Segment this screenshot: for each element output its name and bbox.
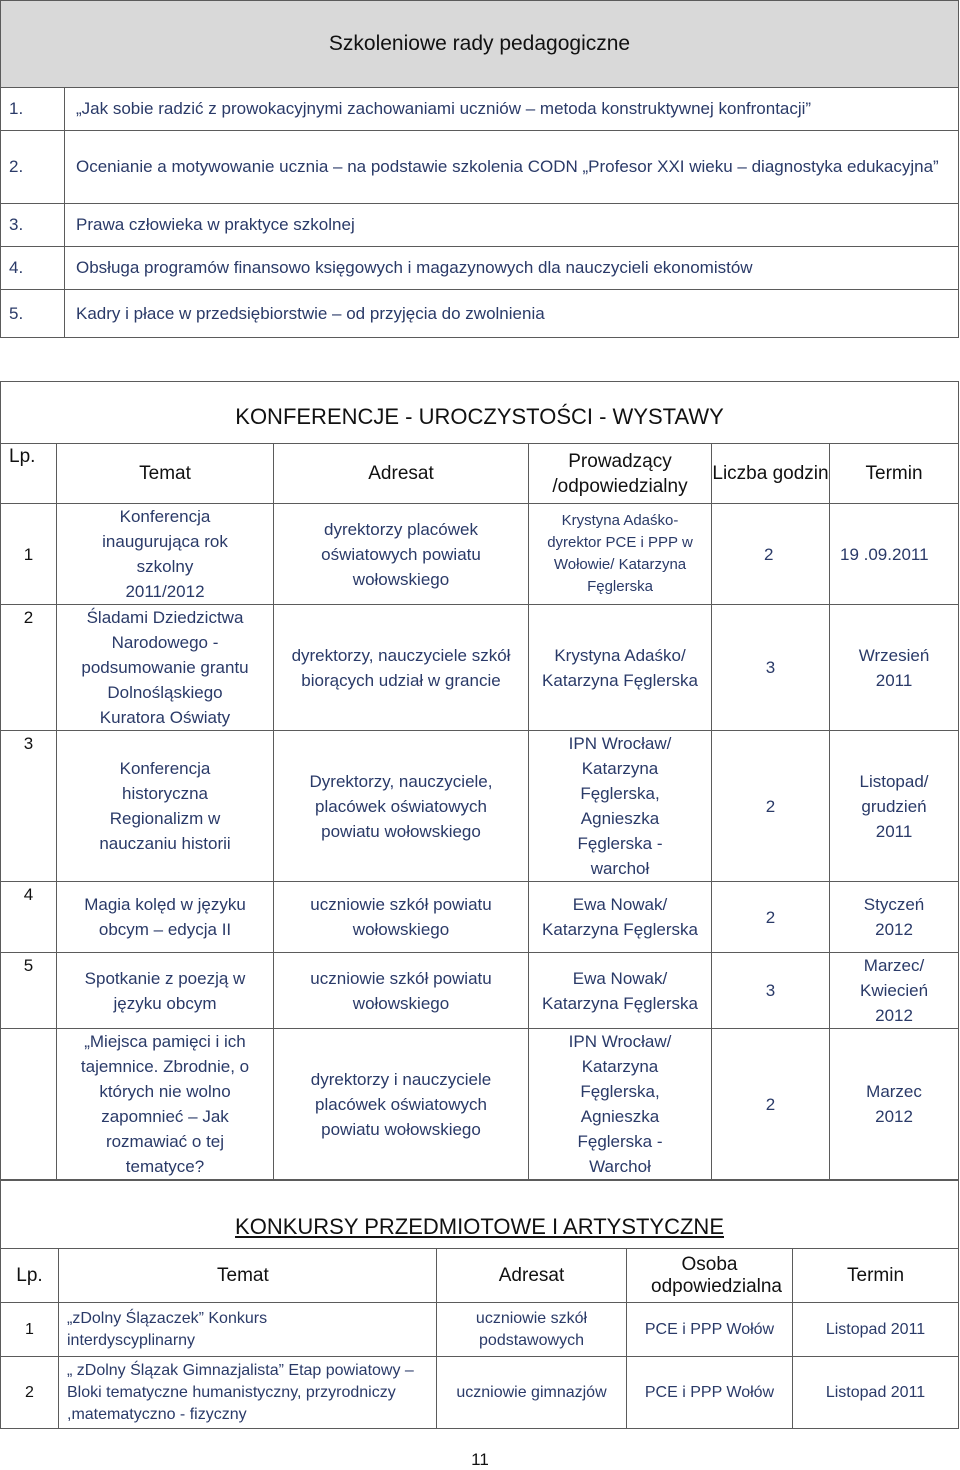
- row-adresat: uczniowie gimnazjów: [437, 1357, 627, 1429]
- row-temat: Spotkanie z poezją w języku obcym: [57, 953, 274, 1029]
- item-text: Ocenianie a motywowanie ucznia – na podstawie szkolenia CODN „Profesor XXI wieku – diagnostyka edukacyjna”: [65, 131, 959, 204]
- row-osoba: PCE i PPP Wołów: [627, 1303, 793, 1357]
- row-liczba: 3: [712, 605, 830, 731]
- list-item: [1, 290, 959, 338]
- row-temat: Konferencja historyczna Regionalizm w nauczaniu historii: [57, 731, 274, 882]
- table-row: [1, 1029, 959, 1180]
- row-termin: 19 .09.2011: [830, 504, 959, 605]
- list-item: [1, 88, 959, 131]
- row-temat: Konferencja inaugurująca rok szkolny 2011/2012: [57, 504, 274, 605]
- row-termin: Styczeń 2012: [830, 882, 959, 953]
- col-header-liczba: Liczba godzin: [712, 444, 830, 504]
- row-osoba: PCE i PPP Wołów: [627, 1357, 793, 1429]
- row-adresat: uczniowie szkół powiatu wołowskiego: [274, 882, 529, 953]
- row-termin: Listopad 2011: [793, 1303, 959, 1357]
- row-temat: Śladami Dziedzictwa Narodowego - podsumowanie grantu Dolnośląskiego Kuratora Oświaty: [57, 605, 274, 731]
- row-lp: 4: [1, 882, 57, 953]
- row-temat: „Miejsca pamięci i ich tajemnice. Zbrodnie, o których nie wolno zapomnieć – Jak rozmawiać o tej tematyce?: [57, 1029, 274, 1180]
- item-text: Obsługa programów finansowo księgowych i magazynowych dla nauczycieli ekonomistów: [65, 247, 959, 290]
- row-termin: Marzec/ Kwiecień 2012: [830, 953, 959, 1029]
- row-prowadzacy: IPN Wrocław/ Katarzyna Fęglerska, Agnieszka Fęglerska - Warchoł: [529, 1029, 712, 1180]
- row-lp: 1: [1, 504, 57, 605]
- row-temat: „ zDolny Ślązak Gimnazjalista” Etap powiatowy – Bloki tematyczne humanistyczny, przyrodniczy ,matematyczno - fizyczny: [59, 1357, 437, 1429]
- list-item: [1, 247, 959, 290]
- list-item: [1, 204, 959, 247]
- row-liczba: 2: [712, 731, 830, 882]
- row-lp: [1, 1029, 57, 1180]
- table-row: [1, 1303, 959, 1357]
- row-prowadzacy: IPN Wrocław/ Katarzyna Fęglerska, Agnieszka Fęglerska - warchoł: [529, 731, 712, 882]
- konkursy-title: KONKURSY PRZEDMIOTOWE I ARTYSTYCZNE: [1, 1181, 959, 1249]
- item-text: Prawa człowieka w praktyce szkolnej: [65, 204, 959, 247]
- table-row: [1, 1357, 959, 1429]
- konferencje-table: [0, 381, 959, 1180]
- row-termin: Marzec 2012: [830, 1029, 959, 1180]
- row-liczba: 2: [712, 504, 830, 605]
- row-lp: 3: [1, 731, 57, 882]
- col-header-termin: Termin: [830, 444, 959, 504]
- row-prowadzacy: Krystyna Adaśko/ Katarzyna Fęglerska: [529, 605, 712, 731]
- row-adresat: uczniowie szkół podstawowych: [437, 1303, 627, 1357]
- row-adresat: Dyrektorzy, nauczyciele, placówek oświatowych powiatu wołowskiego: [274, 731, 529, 882]
- row-prowadzacy: Krystyna Adaśko- dyrektor PCE i PPP w Wołowie/ Katarzyna Fęglerska: [529, 504, 712, 605]
- col-header-temat: Temat: [59, 1249, 437, 1303]
- row-lp: 5: [1, 953, 57, 1029]
- konferencje-title: KONFERENCJE - UROCZYSTOŚCI - WYSTAWY: [1, 382, 959, 444]
- col-header-lp: Lp.: [1, 444, 57, 504]
- row-liczba: 3: [712, 953, 830, 1029]
- row-adresat: dyrektorzy, nauczyciele szkół biorących udział w grancie: [274, 605, 529, 731]
- col-header-prowadzacy: Prowadzący /odpowiedzialny: [529, 444, 712, 504]
- col-header-lp: Lp.: [1, 1249, 59, 1303]
- item-text: „Jak sobie radzić z prowokacyjnymi zachowaniami uczniów – metoda konstruktywnej konfrontacji”: [65, 88, 959, 131]
- list-item: [1, 131, 959, 204]
- row-prowadzacy: Ewa Nowak/ Katarzyna Fęglerska: [529, 882, 712, 953]
- page-number: 11: [471, 1450, 489, 1469]
- item-text: Kadry i płace w przedsiębiorstwie – od przyjęcia do zwolnienia: [65, 290, 959, 338]
- row-termin: Listopad 2011: [793, 1357, 959, 1429]
- col-header-osoba: Osoba odpowiedzialna: [627, 1249, 793, 1303]
- col-header-temat: Temat: [57, 444, 274, 504]
- rady-table: [0, 0, 959, 338]
- row-temat: Magia kolęd w języku obcym – edycja II: [57, 882, 274, 953]
- table-row: [1, 882, 959, 953]
- table-row: [1, 731, 959, 882]
- row-adresat: dyrektorzy i nauczyciele placówek oświatowych powiatu wołowskiego: [274, 1029, 529, 1180]
- row-liczba: 2: [712, 1029, 830, 1180]
- row-adresat: uczniowie szkół powiatu wołowskiego: [274, 953, 529, 1029]
- konkursy-table: [0, 1180, 959, 1429]
- item-number: 3.: [1, 204, 65, 247]
- item-number: 2.: [1, 131, 65, 204]
- row-lp: 1: [1, 1303, 59, 1357]
- row-adresat: dyrektorzy placówek oświatowych powiatu wołowskiego: [274, 504, 529, 605]
- row-prowadzacy: Ewa Nowak/ Katarzyna Fęglerska: [529, 953, 712, 1029]
- table-row: [1, 504, 959, 605]
- row-temat: „zDolny Ślązaczek” Konkurs interdyscyplinarny: [59, 1303, 437, 1357]
- item-number: 1.: [1, 88, 65, 131]
- table-row: [1, 605, 959, 731]
- row-termin: Listopad/ grudzień 2011: [830, 731, 959, 882]
- col-header-adresat: Adresat: [274, 444, 529, 504]
- item-number: 4.: [1, 247, 65, 290]
- row-termin: Wrzesień 2011: [830, 605, 959, 731]
- table-row: [1, 953, 959, 1029]
- item-number: 5.: [1, 290, 65, 338]
- row-lp: 2: [1, 1357, 59, 1429]
- col-header-termin: Termin: [793, 1249, 959, 1303]
- rady-title: Szkoleniowe rady pedagogiczne: [1, 1, 959, 88]
- row-liczba: 2: [712, 882, 830, 953]
- row-lp: 2: [1, 605, 57, 731]
- col-header-adresat: Adresat: [437, 1249, 627, 1303]
